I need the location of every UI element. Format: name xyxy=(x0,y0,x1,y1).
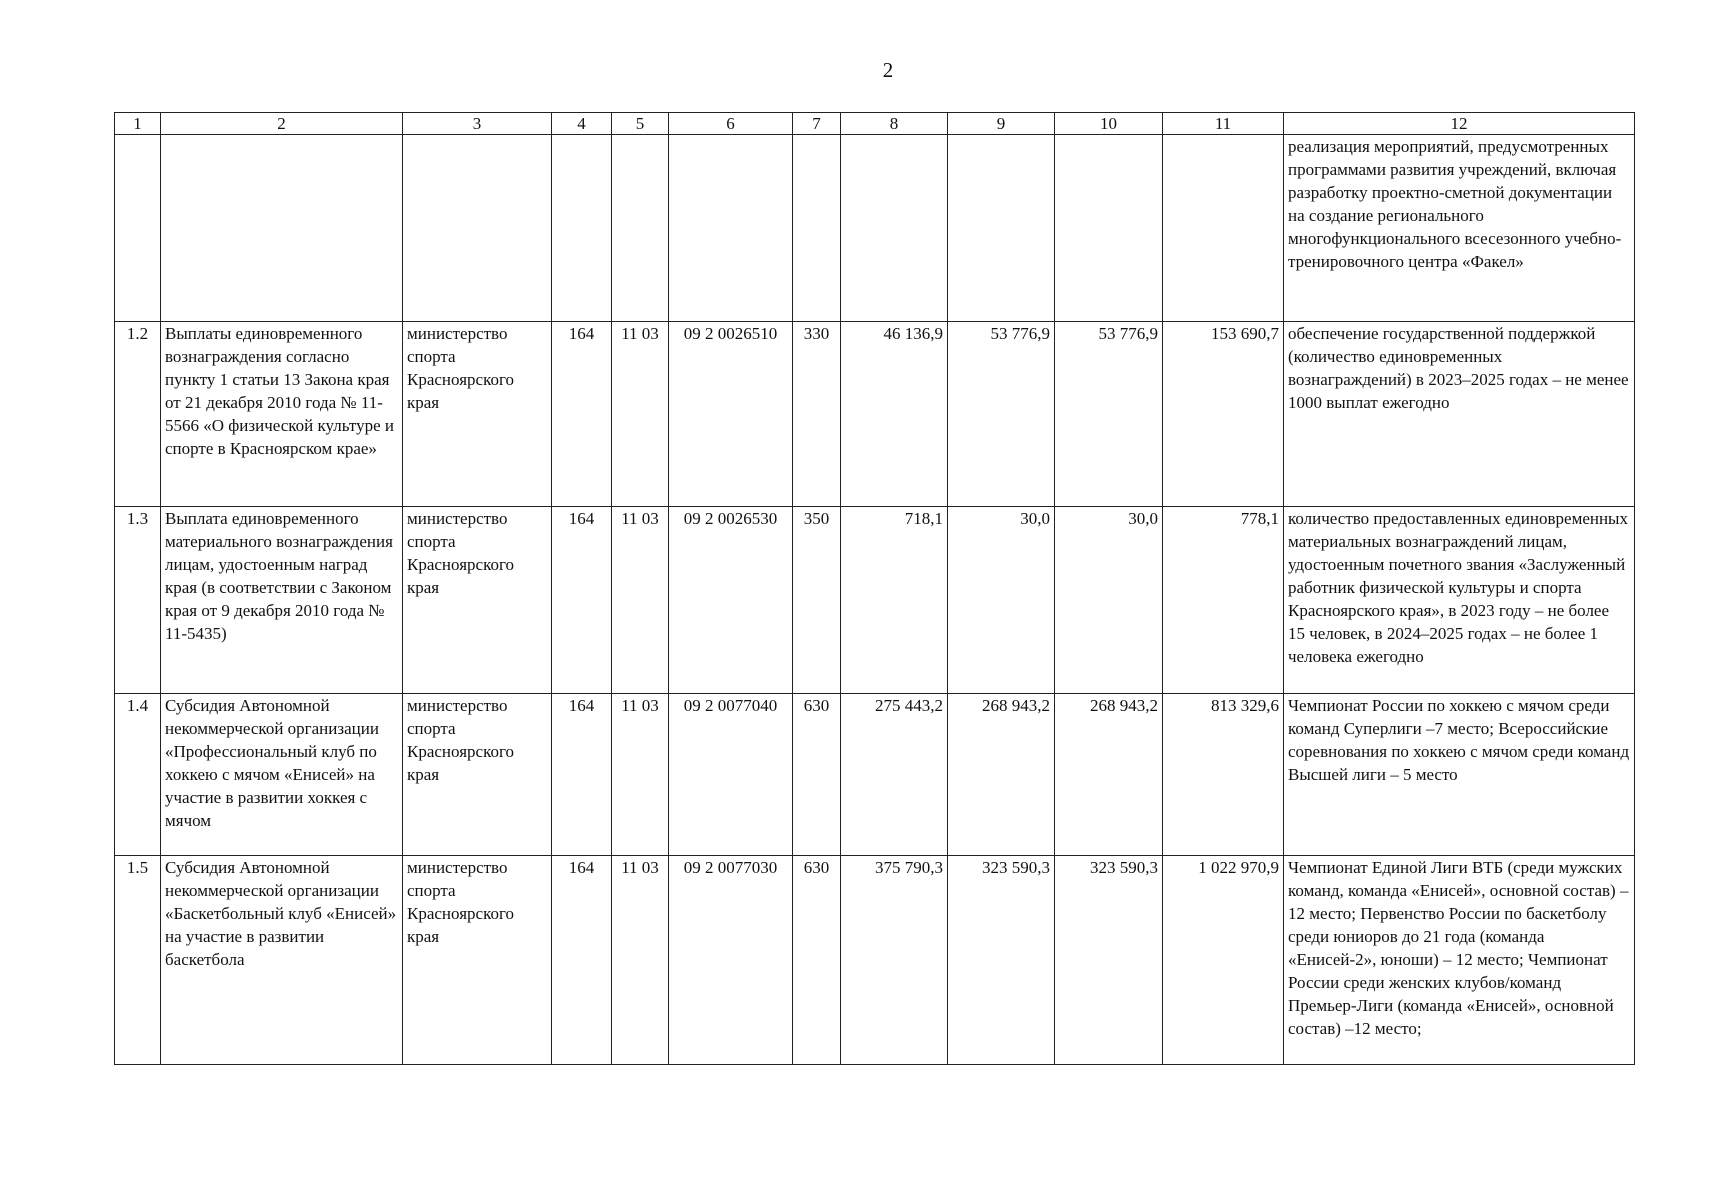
amount-cell-col-8: 375 790,3 xyxy=(841,856,948,1065)
amount-cell-col-9: 268 943,2 xyxy=(948,694,1055,856)
table-row xyxy=(115,694,1635,856)
header-col-7: 7 xyxy=(793,113,841,135)
empty-cell xyxy=(552,135,612,322)
budget-table xyxy=(114,112,1635,1065)
result-cell: Чемпионат Единой Лиги ВТБ (среди мужских команд, команда «Енисей», основной состав) – 12 место; Первенство России по баскетболу среди юниоров до 21 года (команда «Енисей-2», юноши) – 12 место; Чемпионат России среди женских клубов/команд Премьер-Лиги (команда «Енисей», основной состав) –12 место; xyxy=(1284,856,1635,1065)
vr-code-cell: 630 xyxy=(793,694,841,856)
amount-cell-col-10: 268 943,2 xyxy=(1055,694,1163,856)
measure-name-cell: Субсидия Автономной некоммерческой организации «Профессиональный клуб по хоккею с мячом «Енисей» на участие в развитии хоккея с мячом xyxy=(161,694,403,856)
total-amount-cell: 813 329,6 xyxy=(1163,694,1284,856)
empty-cell xyxy=(115,135,161,322)
empty-cell xyxy=(669,135,793,322)
rzpr-code-cell: 11 03 xyxy=(612,856,669,1065)
header-col-6: 6 xyxy=(669,113,793,135)
header-col-11: 11 xyxy=(1163,113,1284,135)
vr-code-cell: 350 xyxy=(793,507,841,694)
empty-cell xyxy=(161,135,403,322)
agency-cell: министерство спорта Красноярского края xyxy=(403,856,552,1065)
header-col-8: 8 xyxy=(841,113,948,135)
agency-cell: министерство спорта Красноярского края xyxy=(403,322,552,507)
vr-code-cell: 330 xyxy=(793,322,841,507)
empty-cell xyxy=(841,135,948,322)
row-number-cell: 1.2 xyxy=(115,322,161,507)
table-row-continuation xyxy=(115,135,1635,322)
empty-cell xyxy=(793,135,841,322)
amount-cell-col-10: 53 776,9 xyxy=(1055,322,1163,507)
header-col-12: 12 xyxy=(1284,113,1635,135)
empty-cell xyxy=(1055,135,1163,322)
header-col-1: 1 xyxy=(115,113,161,135)
rzpr-code-cell: 11 03 xyxy=(612,322,669,507)
header-col-9: 9 xyxy=(948,113,1055,135)
total-amount-cell: 1 022 970,9 xyxy=(1163,856,1284,1065)
amount-cell-col-8: 275 443,2 xyxy=(841,694,948,856)
csr-code-cell: 09 2 0026530 xyxy=(669,507,793,694)
grbs-code-cell: 164 xyxy=(552,322,612,507)
header-col-5: 5 xyxy=(612,113,669,135)
empty-cell xyxy=(612,135,669,322)
empty-cell xyxy=(403,135,552,322)
result-cell: Чемпионат России по хоккею с мячом среди команд Суперлиги –7 место; Всероссийские соревнования по хоккею с мячом среди команд Высшей лиги – 5 место xyxy=(1284,694,1635,856)
grbs-code-cell: 164 xyxy=(552,694,612,856)
total-amount-cell: 778,1 xyxy=(1163,507,1284,694)
amount-cell-col-8: 718,1 xyxy=(841,507,948,694)
measure-name-cell: Выплата единовременного материального вознаграждения лицам, удостоенным наград края (в соответствии с Законом края от 9 декабря 2010 года № 11-5435) xyxy=(161,507,403,694)
table-header xyxy=(115,113,1635,135)
amount-cell-col-10: 30,0 xyxy=(1055,507,1163,694)
header-col-4: 4 xyxy=(552,113,612,135)
grbs-code-cell: 164 xyxy=(552,507,612,694)
header-col-3: 3 xyxy=(403,113,552,135)
total-amount-cell: 153 690,7 xyxy=(1163,322,1284,507)
row-number-cell: 1.4 xyxy=(115,694,161,856)
vr-code-cell: 630 xyxy=(793,856,841,1065)
table-row xyxy=(115,322,1635,507)
header-col-2: 2 xyxy=(161,113,403,135)
csr-code-cell: 09 2 0077030 xyxy=(669,856,793,1065)
amount-cell-col-10: 323 590,3 xyxy=(1055,856,1163,1065)
amount-cell-col-9: 323 590,3 xyxy=(948,856,1055,1065)
grbs-code-cell: 164 xyxy=(552,856,612,1065)
header-col-10: 10 xyxy=(1055,113,1163,135)
header-row xyxy=(115,113,1635,135)
measure-name-cell: Выплаты единовременного вознаграждения согласно пункту 1 статьи 13 Закона края от 21 декабря 2010 года № 11-5566 «О физической культуре и спорте в Красноярском крае» xyxy=(161,322,403,507)
empty-cell xyxy=(948,135,1055,322)
csr-code-cell: 09 2 0026510 xyxy=(669,322,793,507)
row-number-cell: 1.3 xyxy=(115,507,161,694)
csr-code-cell: 09 2 0077040 xyxy=(669,694,793,856)
agency-cell: министерство спорта Красноярского края xyxy=(403,507,552,694)
page-number: 2 xyxy=(882,58,894,82)
table-row xyxy=(115,856,1635,1065)
result-cell: реализация мероприятий, предусмотренных программами развития учреждений, включая разработку проектно-сметной документации на создание регионального многофункционального всесезонного учебно-тренировочного центра «Факел» xyxy=(1284,135,1635,322)
table-row xyxy=(115,507,1635,694)
result-cell: количество предоставленных единовременных материальных вознаграждений лицам, удостоенным почетного звания «Заслуженный работник физической культуры и спорта Красноярского края», в 2023 году – не более 15 человек, в 2024–2025 годах – не более 1 человека ежегодно xyxy=(1284,507,1635,694)
amount-cell-col-9: 30,0 xyxy=(948,507,1055,694)
amount-cell-col-9: 53 776,9 xyxy=(948,322,1055,507)
rzpr-code-cell: 11 03 xyxy=(612,507,669,694)
agency-cell: министерство спорта Красноярского края xyxy=(403,694,552,856)
empty-cell xyxy=(1163,135,1284,322)
row-number-cell: 1.5 xyxy=(115,856,161,1065)
amount-cell-col-8: 46 136,9 xyxy=(841,322,948,507)
measure-name-cell: Субсидия Автономной некоммерческой организации «Баскетбольный клуб «Енисей» на участие в развитии баскетбола xyxy=(161,856,403,1065)
rzpr-code-cell: 11 03 xyxy=(612,694,669,856)
result-cell: обеспечение государственной поддержкой (количество единовременных вознаграждений) в 2023–2025 годах – не менее 1000 выплат ежегодно xyxy=(1284,322,1635,507)
